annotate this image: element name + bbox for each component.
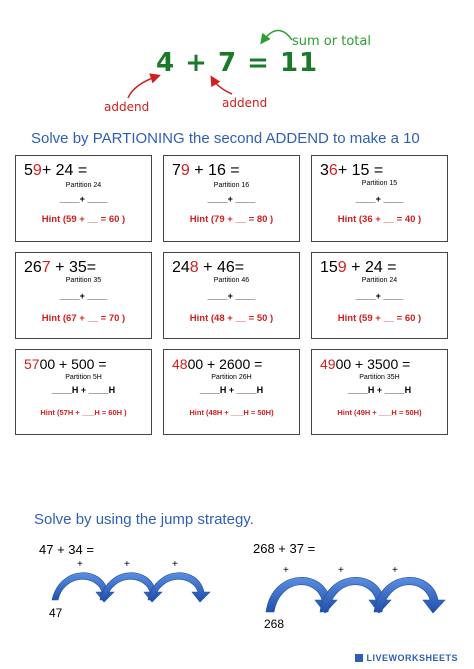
hint-text: Hint (48 + __ = 50 ) xyxy=(189,313,274,324)
problem-box xyxy=(311,252,448,339)
hint-text: Hint (48H + ___H = 50H) xyxy=(189,408,274,417)
problem-box xyxy=(163,155,300,242)
problem-equation: 5700 + 500 = xyxy=(24,356,107,372)
section-title-partitioning: Solve by PARTIONING the second ADDEND to make a 10 xyxy=(31,130,420,147)
partition-label: Partition 35H xyxy=(359,374,400,381)
problem-equation: 36+ 15 = xyxy=(320,162,384,179)
header-illustration xyxy=(0,0,474,120)
partition-label: Partition 16 xyxy=(213,182,250,189)
answer-blanks[interactable]: ____+ ____ xyxy=(355,194,404,204)
problem-equation: 4800 + 2600 = xyxy=(172,356,263,372)
hint-text: Hint (67 + __ = 70 ) xyxy=(41,313,126,324)
jump-arc-arrow xyxy=(52,573,114,602)
answer-blanks[interactable]: ____+ ____ xyxy=(207,291,256,301)
addend-left-arrow xyxy=(128,76,158,98)
answer-blanks[interactable]: ____H + ____H xyxy=(199,385,264,395)
jump-plus: + xyxy=(77,559,83,570)
problem-box xyxy=(311,155,448,242)
jump-arc-arrow xyxy=(320,577,391,613)
hint-text: Hint (79 + __ = 80 ) xyxy=(189,214,274,225)
hint-text: Hint (59 + __ = 60 ) xyxy=(41,214,126,225)
partition-label: Partition 15 xyxy=(361,180,398,187)
logo-icon xyxy=(355,654,363,662)
partition-label: Partition 26H xyxy=(211,374,252,381)
problem-box xyxy=(15,252,152,339)
jump-arc-arrow xyxy=(374,577,445,613)
hint-text: Hint (49H + ___H = 50H) xyxy=(337,408,422,417)
jump-plus: + xyxy=(124,559,130,570)
answer-blanks[interactable]: ____H + ____H xyxy=(347,385,412,395)
addend-left-label: addend xyxy=(104,100,150,114)
addend-right-arrow xyxy=(212,78,232,94)
problem-box xyxy=(15,349,152,435)
problem-box xyxy=(163,252,300,339)
problem-box xyxy=(163,349,300,435)
answer-blanks[interactable]: ____+ ____ xyxy=(355,291,404,301)
problem-equation: 59+ 24 = xyxy=(24,162,88,179)
liveworksheets-logo[interactable] xyxy=(355,653,458,663)
partition-label: Partition 24 xyxy=(361,277,398,284)
jump-start-number: 47 xyxy=(49,606,63,620)
logo-text: LIVEWORKSHEETS xyxy=(366,653,458,663)
jump-plus: + xyxy=(392,565,398,576)
problem-equation: 267 + 35= xyxy=(24,259,97,276)
answer-blanks[interactable]: ____H + ____H xyxy=(51,385,116,395)
problem-box xyxy=(15,155,152,242)
partition-label: Partition 5H xyxy=(65,374,102,381)
jump-equation: 268 + 37 = xyxy=(253,541,316,556)
problem-equation: 4900 + 3500 = xyxy=(320,356,411,372)
header-arrows xyxy=(0,0,474,120)
jump-arc-arrow xyxy=(266,577,337,613)
jump-equation: 47 + 34 = xyxy=(39,542,94,557)
answer-blanks[interactable]: ____+ ____ xyxy=(207,194,256,204)
hint-text: Hint (36 + __ = 40 ) xyxy=(337,214,422,225)
partition-label: Partition 35 xyxy=(65,277,102,284)
problem-equation: 159 + 24 = xyxy=(320,259,397,276)
jump-plus: + xyxy=(283,565,289,576)
partition-label: Partition 24 xyxy=(65,182,102,189)
jump-arc-arrow xyxy=(100,573,162,602)
jump-start-number: 268 xyxy=(264,617,285,631)
section-title-jump: Solve by using the jump strategy. xyxy=(34,511,254,528)
partition-label: Partition 46 xyxy=(213,277,250,284)
jump-plus: + xyxy=(338,565,344,576)
jump-arc-arrow xyxy=(148,573,210,602)
addend-right-label: addend xyxy=(222,96,268,110)
problem-equation: 248 + 46= xyxy=(172,259,245,276)
answer-blanks[interactable]: ____+ ____ xyxy=(59,194,108,204)
jump-plus: + xyxy=(172,559,178,570)
example-equation: 4 + 7 = 11 xyxy=(156,48,319,78)
problem-box xyxy=(311,349,448,435)
answer-blanks[interactable]: ____+ ____ xyxy=(59,291,108,301)
sum-arrow xyxy=(262,30,292,42)
hint-text: Hint (57H + ___H = 60H ) xyxy=(40,408,127,417)
sum-label: sum or total xyxy=(292,34,371,49)
problem-equation: 79 + 16 = xyxy=(172,162,240,179)
hint-text: Hint (59 + __ = 60 ) xyxy=(337,313,422,324)
